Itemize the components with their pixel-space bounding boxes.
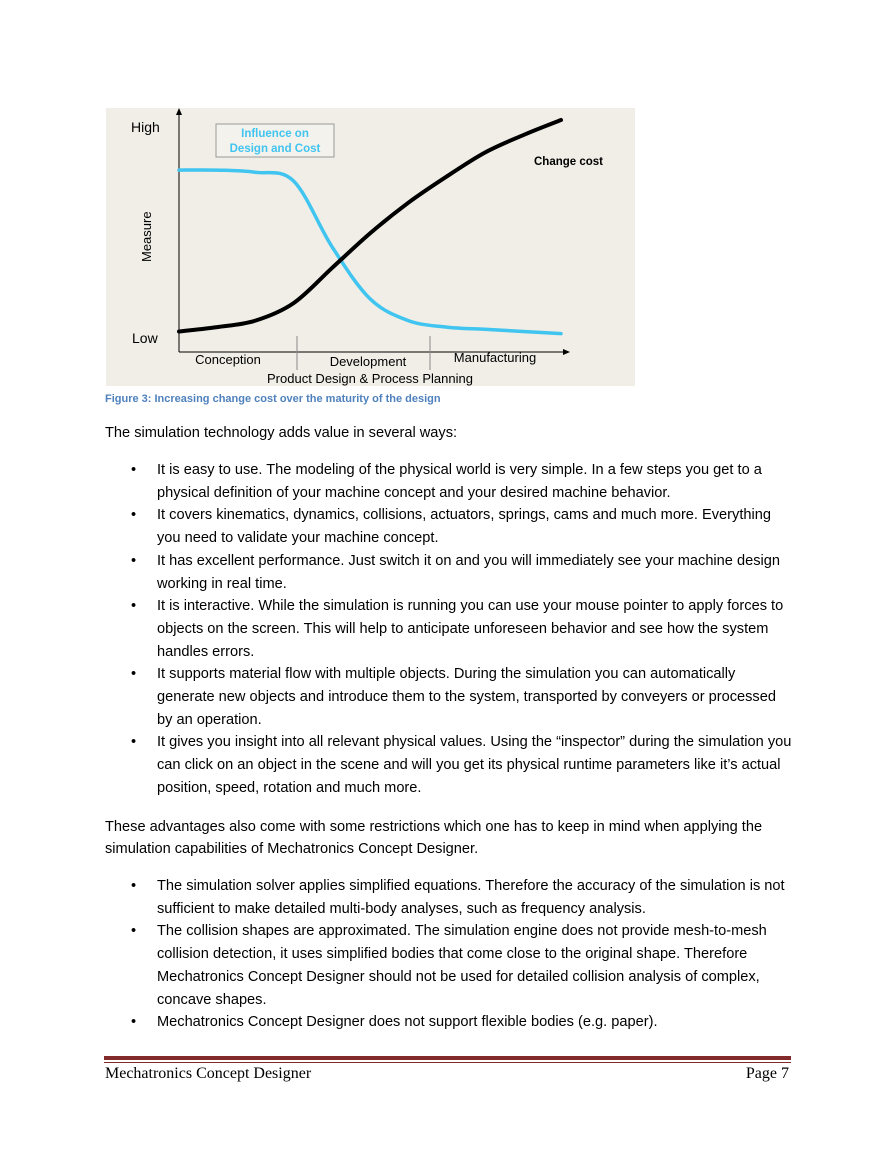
list-item-text: It supports material flow with multiple objects. During the simulation you can automatically generate new objects and introduce them to the system, transported by conveyers or processed by an operation. (157, 666, 776, 728)
list-item (105, 595, 795, 663)
advantages-list (105, 459, 795, 800)
y-axis-title: Measure (139, 211, 154, 262)
phase-label-development: Development (329, 354, 407, 369)
list-item-text: Mechatronics Concept Designer does not support flexible bodies (e.g. paper). (157, 1014, 658, 1031)
phase-label-conception: Conception (195, 352, 261, 367)
list-item-text: It is easy to use. The modeling of the physical world is very simple. In a few steps you get to a physical definition of your machine concept and your desired machine behavior. (157, 462, 762, 501)
bullet-icon: • (131, 923, 137, 940)
phase-label-manufacturing: Manufacturing (453, 350, 537, 365)
y-low-label: Low (132, 330, 158, 346)
intro-text: The simulation technology adds value in several ways: (105, 425, 458, 441)
list-item (105, 663, 795, 731)
list-item (105, 875, 795, 920)
list-item (105, 920, 795, 1011)
list-item-text: It covers kinematics, dynamics, collisions, actuators, springs, cams and much more. Everything you need to validate your machine concept. (157, 507, 771, 547)
change-cost-chart (106, 108, 635, 386)
bullet-icon: • (131, 734, 137, 751)
bullet-icon: • (131, 878, 137, 894)
footer-document-title: Mechatronics Concept Designer (105, 1065, 312, 1082)
list-item-text: It is interactive. While the simulation is running you can use your mouse pointer to apply forces to objects on the screen. This will help to anticipate unforeseen behavior and see how the system handles errors. (157, 598, 784, 660)
legend-line-2: Design and Cost (229, 143, 321, 155)
change-cost-label: Change cost (534, 156, 604, 168)
bullet-icon: • (131, 507, 137, 524)
bullet-icon: • (131, 552, 137, 569)
restrictions-intro-text: These advantages also come with some restrictions which one has to keep in mind when applying the simulation capabilities of Mechatronics Concept Designer. (105, 819, 763, 857)
bullet-icon: • (131, 462, 137, 478)
legend-line-1: Influence on (241, 128, 309, 140)
list-item (105, 1011, 795, 1034)
chart-background (106, 108, 635, 386)
restrictions-list (105, 875, 795, 1034)
list-item-text: The simulation solver applies simplified equations. Therefore the accuracy of the simulation is not sufficient to make detailed multi-body analyses, such as frequency analysis. (157, 878, 785, 917)
restrictions-paragraph (105, 816, 795, 860)
list-item-text: The collision shapes are approximated. The simulation engine does not provide mesh-to-mesh collision detection, it uses simplified bodies that come close to the original shape. Therefore Mechatronics Concept Designer should not be used for detailed collision analysis of complex, concave shapes. (157, 923, 767, 1008)
intro-paragraph (105, 422, 795, 444)
list-item (105, 504, 795, 549)
list-item (105, 731, 795, 799)
change-cost-figure (106, 108, 635, 386)
bullet-icon: • (131, 666, 137, 683)
x-axis-title: Product Design & Process Planning (267, 371, 473, 386)
figure-caption: Figure 3: Increasing change cost over the maturity of the design (105, 393, 441, 405)
footer-rule-thick (104, 1056, 791, 1060)
list-item-text: It gives you insight into all relevant physical values. Using the “inspector” during the simulation you can click on an object in the scene and will you get its physical runtime parameters like it’s actual position, speed, rotation and much more. (157, 734, 792, 796)
bullet-icon: • (131, 1014, 137, 1031)
list-item (105, 550, 795, 595)
y-high-label: High (131, 119, 160, 135)
list-item-text: It has excellent performance. Just switch it on and you will immediately see your machine design working in real time. (157, 552, 780, 592)
bullet-icon: • (131, 598, 137, 615)
list-item (105, 459, 795, 504)
footer-page-number: Page 7 (745, 1065, 789, 1082)
footer-rule-thin (104, 1062, 791, 1063)
